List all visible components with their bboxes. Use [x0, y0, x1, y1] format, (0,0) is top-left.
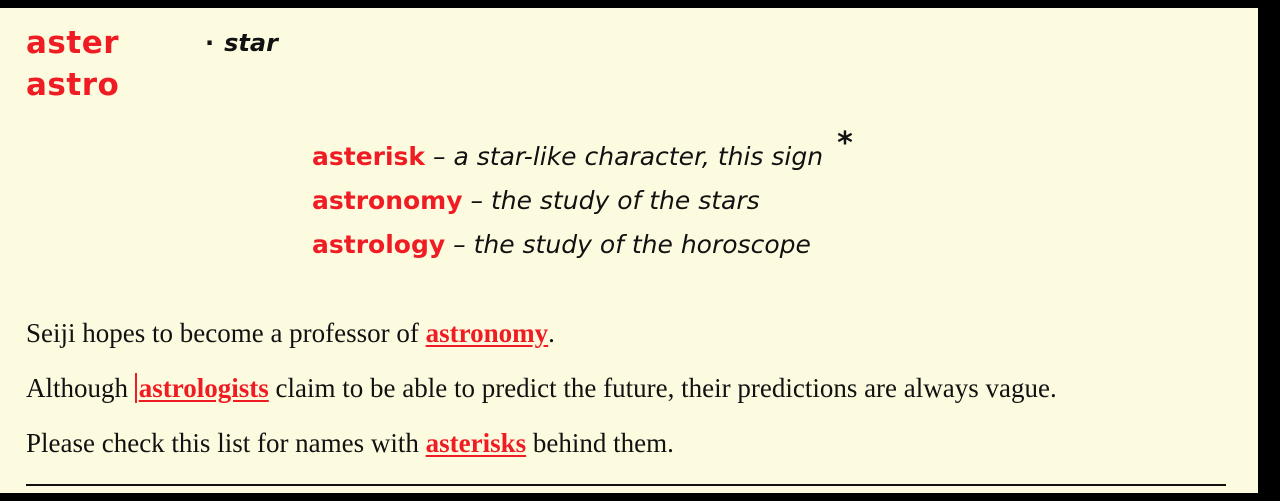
footer-divider	[26, 484, 1226, 486]
definition-item	[312, 179, 1212, 223]
sentence-text-before: Seiji hopes to become a professor of	[26, 318, 426, 348]
root-gloss	[205, 22, 278, 64]
sentence-text-after: behind them.	[526, 428, 674, 458]
definition-dash: –	[462, 186, 491, 215]
sentence-highlight-word: astronomy	[425, 318, 549, 348]
definition-item	[312, 126, 1212, 179]
root-gloss-text: star	[224, 29, 278, 57]
root-word-first-row	[26, 22, 1226, 64]
definition-term: astrology	[312, 230, 446, 259]
definition-term: astronomy	[312, 186, 463, 215]
definition-meaning: a star-like character, this sign	[453, 142, 824, 171]
definition-meaning: the study of the stars	[490, 186, 760, 215]
definition-dash: –	[445, 230, 474, 259]
definition-meaning: the study of the horoscope	[473, 230, 811, 259]
root-word-astro: astro	[26, 67, 120, 103]
example-sentence	[26, 416, 1241, 471]
example-sentence	[26, 361, 1241, 416]
sentence-text-after: claim to be able to predict the future, their predictions are always vague.	[268, 373, 1057, 403]
bullet-icon: ·	[205, 29, 215, 57]
root-word-block	[26, 22, 1226, 106]
sentence-text-before: Please check this list for names with	[26, 428, 426, 458]
definition-item	[312, 223, 1212, 267]
sentence-highlight-word: asterisks	[425, 428, 527, 458]
definition-dash: –	[425, 142, 454, 171]
sentence-highlight-word: astrologists	[135, 373, 269, 403]
example-sentences	[26, 306, 1241, 471]
slide-canvas	[0, 8, 1258, 493]
root-word-aster: aster	[26, 25, 120, 61]
sentence-text-after: .	[548, 318, 555, 348]
definition-list	[312, 126, 1212, 267]
example-sentence	[26, 306, 1241, 361]
asterisk-icon: *	[837, 126, 853, 161]
definition-term: asterisk	[312, 142, 426, 171]
sentence-text-before: Although	[26, 373, 135, 403]
